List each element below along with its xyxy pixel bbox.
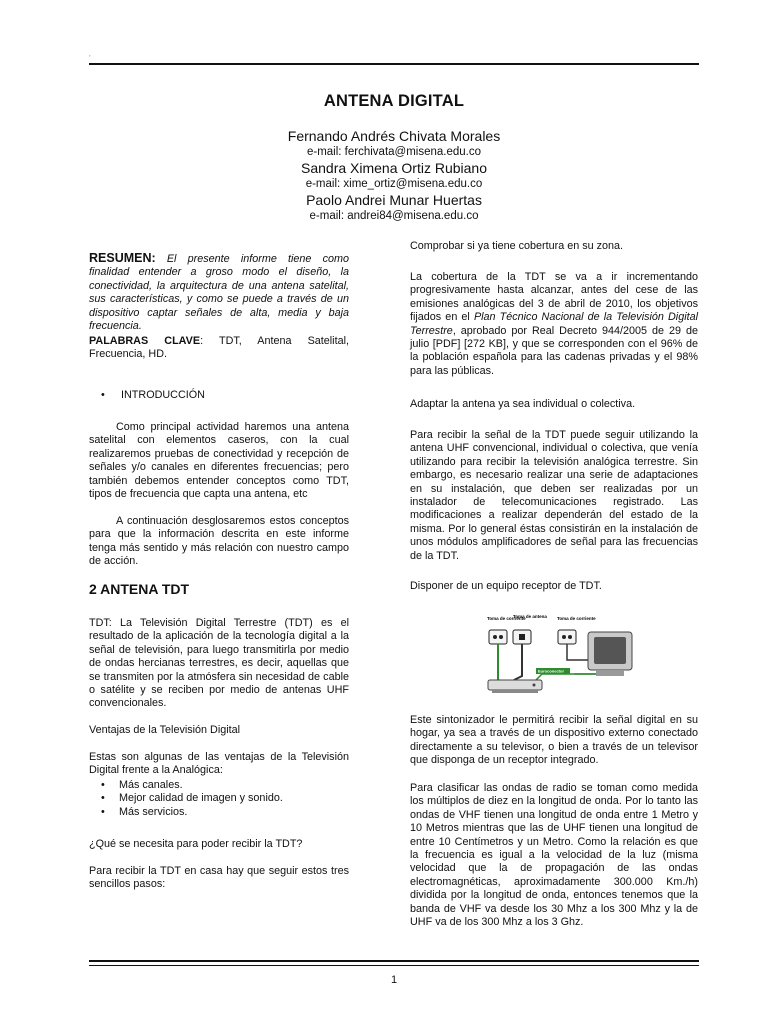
abstract-label: RESUMEN: [89, 251, 156, 265]
page-number: 1 [390, 974, 398, 986]
outlet-label: Toma de antena [513, 614, 547, 619]
header-mark: , [89, 52, 91, 58]
keywords [89, 335, 349, 362]
tdt-receiver-icon [488, 680, 542, 693]
power-outlet-icon [489, 630, 507, 644]
section-heading: 2 ANTENA TDT [89, 581, 190, 597]
footer-rule [89, 965, 699, 966]
paper-title: ANTENA DIGITAL [323, 92, 465, 110]
author-name: Sandra Ximena Ortiz Rubiano [301, 160, 487, 176]
outlet-label: Toma de corriente [487, 616, 526, 621]
tdt-paragraph: TDT: La Televisión Digital Terrestre (TDT) es el resultado de la aplicación de la tecnología digital a la señal de televisión, para luego transmitirla por medio de ondas hercianas terrestres, es decir, aquellas que se transmiten por la atmósfera sin necesidad de cable o satélite y se reciben por medio de antenas UHF convencionales. [89, 617, 349, 710]
keywords-text: : TDT, Antena Satelital, Frecuencia, HD. [89, 335, 349, 361]
outlet-label: Toma de corriente [557, 616, 596, 621]
intro-paragraph-2: A continuación desglosaremos estos conceptos para que la información descrita en este informe tenga más sentido y más relación con nuestro campo de acción. [89, 515, 349, 568]
list-item: • Mejor calidad de imagen y sonido. [101, 792, 283, 805]
ventajas-intro: Estas son algunas de las ventajas de la Televisión Digital frente a la Analógica: [89, 751, 349, 777]
receiver-line: Disponer de un equipo receptor de TDT. [410, 580, 602, 592]
keywords-label: PALABRAS CLAVE [89, 335, 201, 347]
television-icon [588, 632, 632, 676]
abstract [89, 252, 349, 333]
author-email: e-mail: ferchivata@misena.edu.co [306, 146, 482, 158]
tuner-paragraph: Este sintonizador le permitirá recibir la señal digital en su hogar, ya sea a través de un dispositivo externo conectado directamente a su televisor, o bien a través de un televisor que disponga de un receptor integrado. [410, 714, 698, 767]
list-item: • Más servicios. [101, 805, 188, 818]
power-outlet-icon [558, 630, 576, 644]
intro-heading-text: INTRODUCCIÓN [121, 389, 205, 401]
ventajas-list [89, 779, 349, 819]
ventajas-heading: Ventajas de la Televisión Digital [89, 724, 241, 736]
right-paragraph-1: Comprobar si ya tiene cobertura en su zona. [410, 240, 624, 252]
euroconnector-label: Euroconector [538, 668, 565, 674]
bullet-glyph: • [101, 389, 105, 401]
steps-intro: Para recibir la TDT en casa hay que seguir estos tres sencillos pasos: [89, 865, 349, 891]
footer-rule [89, 960, 699, 962]
tdt-connection-figure [484, 610, 634, 702]
intro-heading [89, 389, 349, 402]
author-email: e-mail: andrei84@misena.edu.co [309, 210, 479, 222]
header-rule [89, 63, 699, 65]
question: ¿Qué se necesita para poder recibir la TDT? [89, 838, 303, 850]
abstract-text: El presente informe tiene como finalidad entender a groso modo el diseño, la conectividad, la arquitectura de una antena satelital, sus características, y como se puede a través de un dispositivo captar señales de alta, media y baja frecuencia. [89, 253, 350, 333]
antenna-outlet-icon [513, 630, 531, 644]
uhf-paragraph: Para recibir la señal de la TDT puede seguir utilizando la antena UHF convencional, individual o colectiva, que venía utilizando para recibir la televisión analógica terrestre. Sin embargo, es necesario realizar una serie de adaptaciones en su instalación, que deben ser realizadas por un instalador de telecomunicaciones registrado. Las modificaciones a realizar dependerán del estado de la misma. Por lo general éstas consistirán en la instalación de unos módulos amplificadores de señal para las frecuencias de la TDT. [410, 429, 698, 562]
author-name: Paolo Andrei Munar Huertas [306, 192, 482, 208]
radio-waves-paragraph: Para clasificar las ondas de radio se toman como medida los múltiplos de diez en la longitud de onda. Por lo tanto las ondas de VHF tienen una longitud de onda entre 1 Metro y 10 Metros mientras que las de UHF tienen una longitud de entre 10 Centímetros y un Metro. Como la relación es que la frecuencia es igual a la velocidad de la luz (misma velocidad que la de propagación de las ondas electromagnéticas, aproximadamente 300.000 Km./h) dividida por la longitud de onda, entonces tenemos que la banda de VHF va desde los 30 Mhz a los 300 Mhz y la de UHF va de los 300 Mhz a los 3 Ghz. [410, 782, 698, 929]
author-email: e-mail: xime_ortiz@misena.edu.co [305, 178, 483, 190]
intro-paragraph-1: Como principal actividad haremos una antena satelital con elementos caseros, con la cual realizaremos pruebas de conectividad y recepción de señales y/o canales en diferentes frecuencias; pero también debemos entender conceptos como TDT, tipos de frecuencia que capta una antena, etc [89, 421, 349, 501]
author-block [89, 128, 699, 224]
list-item: • Más canales. [101, 779, 183, 791]
left-column [89, 252, 349, 333]
author-name: Fernando Andrés Chivata Morales [287, 128, 501, 144]
adapt-antenna-line: Adaptar la antena ya sea individual o colectiva. [410, 398, 636, 410]
coverage-paragraph: La cobertura de la TDT se va a ir incrementando progresivamente hasta alcanzar, antes del cese de las emisiones analógicas del 3 de abril de 2010, los objetivos fijados en el Plan Técnico Nacional de la Televisión Digital Terrestre, aprobado por Real Decreto 944/2005 de 29 de julio [PDF] [272 KB], y que se corresponden con el 96% de la población española para las cadenas privadas y el 98% para las públicas. [410, 271, 698, 377]
